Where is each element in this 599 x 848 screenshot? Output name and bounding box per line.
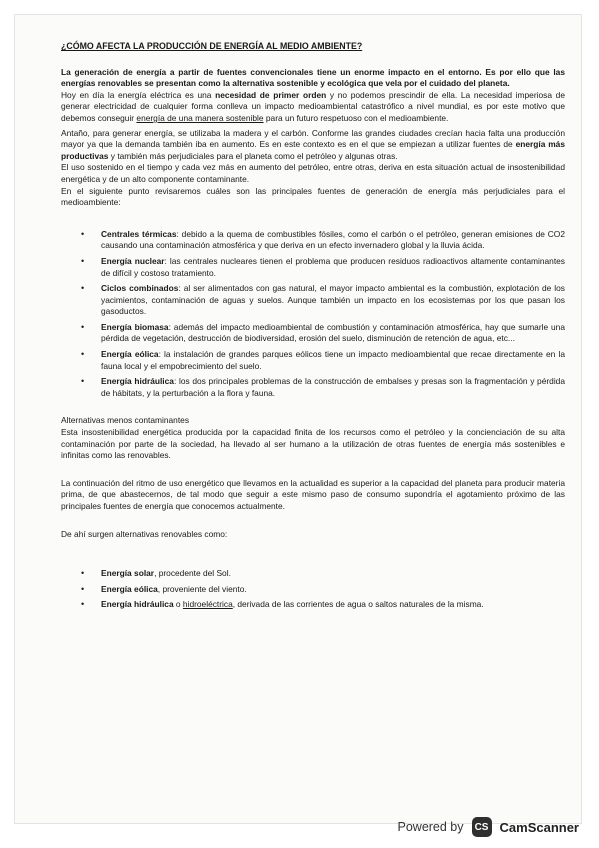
item-underlined: hidroeléctrica xyxy=(182,599,233,610)
bullet-icon: • xyxy=(81,321,85,332)
item-name: Energía solar xyxy=(101,568,155,579)
p1-text-e: para un futuro respetuoso con el medioambiente. xyxy=(263,112,449,123)
list-item xyxy=(81,583,565,596)
p2-text-a: Antaño, para generar energía, se utilizaba la madera y el carbón. Conforme las grandes ciudades crecían hacia falta una producción mayor ya que la demanda también iba en aumento. Es en este contexto es en el que se empiezan a utilizar fuentes de xyxy=(61,127,565,150)
bullet-icon: • xyxy=(81,599,85,610)
item-name: Centrales térmicas xyxy=(101,228,177,239)
item-name: Energía eólica xyxy=(101,583,158,594)
bullet-icon: • xyxy=(81,583,85,594)
item-text: : además del impacto medioambiental de combustión y contaminación atmosférica, hay que sumarle una pérdida de vegetación, destrucción de biodiversidad, erosión del suelo, disminución de retención de agua, etc... xyxy=(101,321,565,344)
item-name: Energía biomasa xyxy=(101,321,169,332)
bullet-icon: • xyxy=(81,228,85,239)
item-text: : debido a la quema de combustibles fósiles, como el carbón o el petróleo, generan emisiones de CO2 causando una contaminación atmosférica y que deriva en un efecto invernadero global y la lluvia ácida. xyxy=(101,228,565,251)
item-text: , procedente del Sol. xyxy=(154,568,231,579)
item-name: Ciclos combinados xyxy=(101,283,179,294)
bullet-icon: • xyxy=(81,283,85,294)
list-item xyxy=(81,321,565,345)
list-item xyxy=(81,568,565,580)
bullet-icon: • xyxy=(81,376,85,387)
bullet-icon: • xyxy=(81,349,85,360)
item-text: : las centrales nucleares tienen el problema que producen residuos radioactivos altamente contaminantes de difícil y costoso tratamiento. xyxy=(101,255,565,278)
p1-bold: necesidad de primer orden xyxy=(215,89,327,100)
document-title: ¿CÓMO AFECTA LA PRODUCCIÓN DE ENERGÍA AL MEDIO AMBIENTE? xyxy=(61,41,363,51)
polluting-sources-list xyxy=(61,229,565,400)
p2-bold: energía más productivas xyxy=(61,139,565,161)
document-body xyxy=(61,41,565,615)
item-text: : la instalación de grandes parques eólicos tiene un impacto medioambiental que recae directamente en la fauna local y el empobrecimiento del suelo. xyxy=(101,349,565,371)
paragraph-7: De ahí surgen alternativas renovables como: xyxy=(61,528,228,539)
camscanner-logo-icon: CS xyxy=(472,817,492,837)
item-name: Energía eólica xyxy=(101,349,159,360)
item-text: , proveniente del viento. xyxy=(157,583,247,594)
item-text: : al ser alimentados con gas natural, el mayor impacto ambiental es la combustión, explotación de los yacimientos, contaminación de aguas y suelos. Aunque también un impacto en los ecosistemas por los que pasan los gasoductos. xyxy=(101,283,565,317)
list-item xyxy=(81,376,565,399)
p1-underlined: energía de una manera sostenible xyxy=(136,112,264,123)
list-item xyxy=(81,228,565,252)
paragraph-4: En el siguiente punto revisaremos cuáles son las principales fuentes de generación de energía más perjudiciales para el medioambiente: xyxy=(61,185,565,208)
list-item xyxy=(81,599,565,611)
item-name: Energía hidráulica xyxy=(101,599,174,610)
paragraph-5: Esta insostenibilidad energética producida por la capacidad finita de los recursos como el petróleo y la concienciación de su alta contaminación por parte de la sociedad, ha llevado al ser humano a la utilización de otras fuentes de energía más sostenibles e infinitas como las renovables. xyxy=(61,427,565,461)
list-item xyxy=(81,349,565,372)
list-item xyxy=(81,255,565,279)
p1-text-a: Hoy en día la energía eléctrica es una xyxy=(61,89,216,100)
item-text: , derivada de las corrientes de agua o saltos naturales de la misma. xyxy=(232,599,484,610)
paragraph-6: La continuación del ritmo de uso energético que llevamos en la actualidad es superior a la capacidad del planeta para producir materia prima, de que abastecernos, de tal modo que seguir a este mismo paso de consumo supondría el agotamiento próximo de las principales fuentes de energía que conocemos actualmente. xyxy=(61,477,565,511)
scanned-page xyxy=(14,14,582,824)
item-name: Energía nuclear xyxy=(101,255,165,266)
camscanner-brand: CamScanner xyxy=(499,819,579,835)
camscanner-watermark xyxy=(398,816,580,838)
intro-paragraph: La generación de energía a partir de fuentes convencionales tiene un enorme impacto en el entorno. Es por ello que las energías renovables se presentan como la alternativa sostenible y ecológica que vela por el cuidado del planeta. xyxy=(61,66,565,89)
paragraph-1 xyxy=(61,90,565,125)
item-name: Energía hidráulica xyxy=(101,376,174,387)
bullet-icon: • xyxy=(81,568,85,579)
item-text: : los dos principales problemas de la construcción de embalses y presas son la fragmentación y pérdida de hábitats, y la perturbación a la flora y fauna. xyxy=(101,376,565,398)
list-item xyxy=(81,283,565,318)
p2-text-c: y también más perjudiciales para el planeta como el petróleo y algunas otras. xyxy=(108,150,398,161)
powered-by-label: Powered by xyxy=(397,820,464,834)
paragraph-3: El uso sostenido en el tiempo y cada vez más en aumento del petróleo, entre otras, deriva en esta situación actual de insostenibilidad energética y de un alto componente contaminante. xyxy=(61,162,565,184)
paragraph-2 xyxy=(61,128,565,163)
bullet-icon: • xyxy=(81,255,85,266)
renewable-alternatives-list xyxy=(61,568,565,611)
item-connector: o xyxy=(173,599,183,610)
section-title: Alternativas menos contaminantes xyxy=(61,415,190,426)
p1-text-c: y no podemos prescindir de ella. La necesidad imperiosa de generar electricidad de cualquier forma conlleva un impacto medioambiental catastrófico a nivel mundial, es por este motivo que debemos conseguir xyxy=(61,89,565,123)
